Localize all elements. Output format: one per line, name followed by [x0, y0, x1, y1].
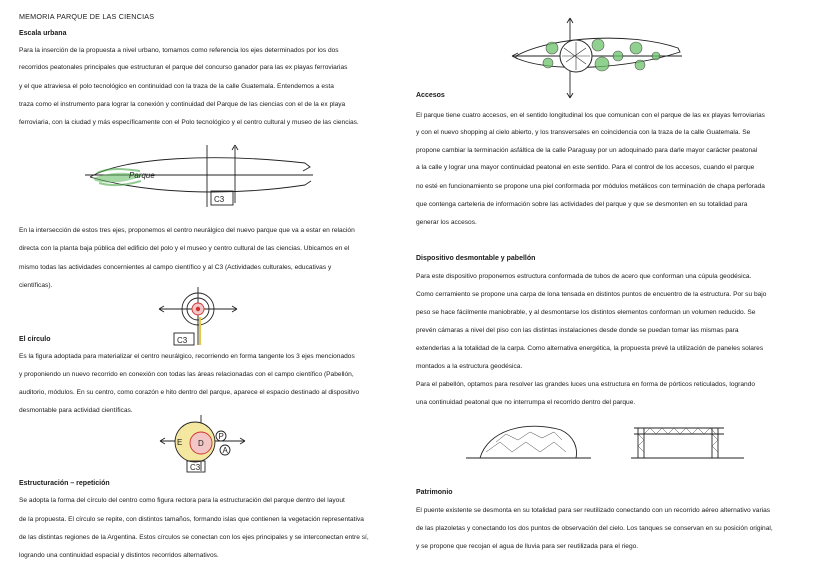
paragraph-line: El parque tiene cuatro accesos, en el sentido longitudinal los que comunican con el parque de las ex playas ferroviarias: [416, 112, 765, 119]
circle-structure-sketch: [155, 413, 250, 473]
heading-dispositivo: Dispositivo desmontable y pabellón: [416, 255, 536, 262]
sketch-label-parque: Parque: [129, 171, 155, 180]
paragraph-line: propone cambiar la terminación asfáltica de la calle Paraguay por un adoquinado para darle mayor carácter peatonal: [416, 147, 758, 154]
paragraph-line: y se propone que recojan el agua de lluvia para ser reutilizada para el riego.: [416, 543, 639, 550]
heading-accesos: Accesos: [416, 92, 445, 99]
sketch-label-c3: C3: [214, 195, 225, 204]
sketch-label-p: P: [218, 432, 224, 441]
paragraph-line: montados a la estructura geodésica.: [416, 363, 523, 370]
paragraph-line: y con el nuevo shopping al cielo abierto, y los transversales en coincidencia con la traza de la calle Guatemala. Se: [416, 129, 751, 136]
paragraph-line: traza como el instrumento para lograr la conexión y continuidad del Parque de las ciencias con el de la ex playa: [19, 101, 346, 108]
paragraph-line: Se adopta la forma del círculo del centro como figura rectora para la estructuración del parque dentro del layout: [19, 497, 345, 504]
paragraph-line: Es la figura adoptada para materializar el centro neurálgico, recorriendo en forma tangente los 3 ejes mencionados: [19, 353, 355, 360]
sketch-label-e: E: [177, 438, 183, 447]
paragraph-line: de las distintas regiones de la Argentina. Estos círculos se conectan con los ejes principales y se interconectan entre sí,: [19, 534, 369, 541]
sketch-label-c3: C3: [190, 463, 201, 472]
paragraph-line: a la calle y lograr una mayor continuidad peatonal en este sentido. Para el control de los accesos, cuando el parque: [416, 164, 755, 171]
paragraph-line: Para el pabellón, optamos para resolver las grandes luces una estructura en forma de pórticos reticulados, logrando: [416, 381, 756, 388]
heading-patrimonio: Patrimonio: [416, 489, 453, 496]
dome-pavilion-sketch: [466, 418, 746, 466]
heading-el-circulo: El círculo: [19, 336, 51, 343]
park-layout-sketch: [512, 18, 682, 100]
paragraph-line: Como cerramiento se propone una carpa de lona tensada en distintos puntos de encuentro de la estructura. Por su bajo: [416, 291, 767, 298]
paragraph-line: prevén cámaras a nivel del piso con las distintas instalaciones desde donde se puedan tomar las mismas para: [416, 327, 739, 334]
paragraph-line: Para la inserción de la propuesta a nivel urbano, tomamos como referencia los ejes determinados por los dos: [19, 47, 339, 54]
paragraph-line: extenderlas a la totalidad de la carpa. Como alternativa energética, la propuesta prevé la utilización de paneles solares: [416, 345, 764, 352]
park-axis-sketch: [85, 145, 315, 215]
paragraph-line: El puente existente se desmonta en su totalidad para ser reutilizado conectando con un recorrido aéreo alternativo varias: [416, 507, 771, 514]
paragraph-line: En la intersección de estos tres ejes, proponemos el centro neurálgico del nuevo parque que va a estar en relación: [19, 227, 355, 234]
paragraph-line: de la propuesta. El círculo se repite, con distintos tamaños, formando islas que contienen la vegetación representativa: [19, 516, 364, 523]
paragraph-line: directa con la planta baja pública del edificio del polo y el museo y centro cultural de las ciencias. Ubicamos en el: [19, 245, 350, 252]
paragraph-line: auditorio, módulos. En su centro, como corazón e hito dentro del parque, aparece el espacio destinado al dispositivo: [19, 389, 360, 396]
paragraph-line: y el que atraviesa el polo tecnológico en continuidad con la traza de la calle Guatemala. Entendemos a esta: [19, 83, 334, 90]
sketch-label-c3: C3: [177, 336, 188, 345]
heading-estructuracion: Estructuración – repetición: [19, 480, 110, 487]
paragraph-line: no esté en funcionamiento se propone una piel conformada por módulos metálicos con terminación de chapa perforada: [416, 183, 765, 190]
paragraph-line: logrando una continuidad espacial y distintos recorridos alternativos.: [19, 552, 219, 559]
heading-escala-urbana: Escala urbana: [19, 30, 67, 37]
page-title: MEMORIA PARQUE DE LAS CIENCIAS: [19, 12, 155, 21]
paragraph-line: Para este dispositivo proponemos estructura conformada de tubos de acero que conforman una cúpula geodésica.: [416, 273, 752, 280]
center-circle-sketch: [157, 287, 239, 349]
paragraph-line: de las plazoletas y conectando los dos puntos de observación del cielo. Los tanques se conservan en su posición original,: [416, 525, 773, 532]
paragraph-line: recorridos peatonales principales que estructuran el parque del concurso ganador para las ex playas ferroviarias: [19, 64, 348, 71]
sketch-label-d: D: [198, 439, 204, 448]
paragraph-line: una continuidad peatonal que no interrumpa el recorrido dentro del parque.: [416, 399, 636, 406]
paragraph-line: peso se hace fácilmente maniobrable, y al desmontarse los distintos elementos conforman un volumen reducido. Se: [416, 309, 756, 316]
paragraph-line: generar los accesos.: [416, 219, 477, 226]
paragraph-line: científicas).: [19, 282, 53, 289]
paragraph-line: mismo todas las actividades concernientes al campo científico y al C3 (Actividades culturales, educativas y: [19, 264, 332, 271]
sketch-label-a: A: [222, 446, 228, 455]
paragraph-line: ferroviaria, con la ciudad y más específicamente con el Polo tecnológico y el centro cultural y museo de las ciencias.: [19, 119, 359, 126]
paragraph-line: que contenga carteleria de información sobre las actividades del parque y que se desmonten en su totalidad para: [416, 201, 748, 208]
paragraph-line: y proponiendo un nuevo recorrido en conexión con todas las áreas relacionadas con el campo científico (Pabellón,: [19, 371, 354, 378]
paragraph-line: desmontable para actividad científicas.: [19, 407, 133, 414]
